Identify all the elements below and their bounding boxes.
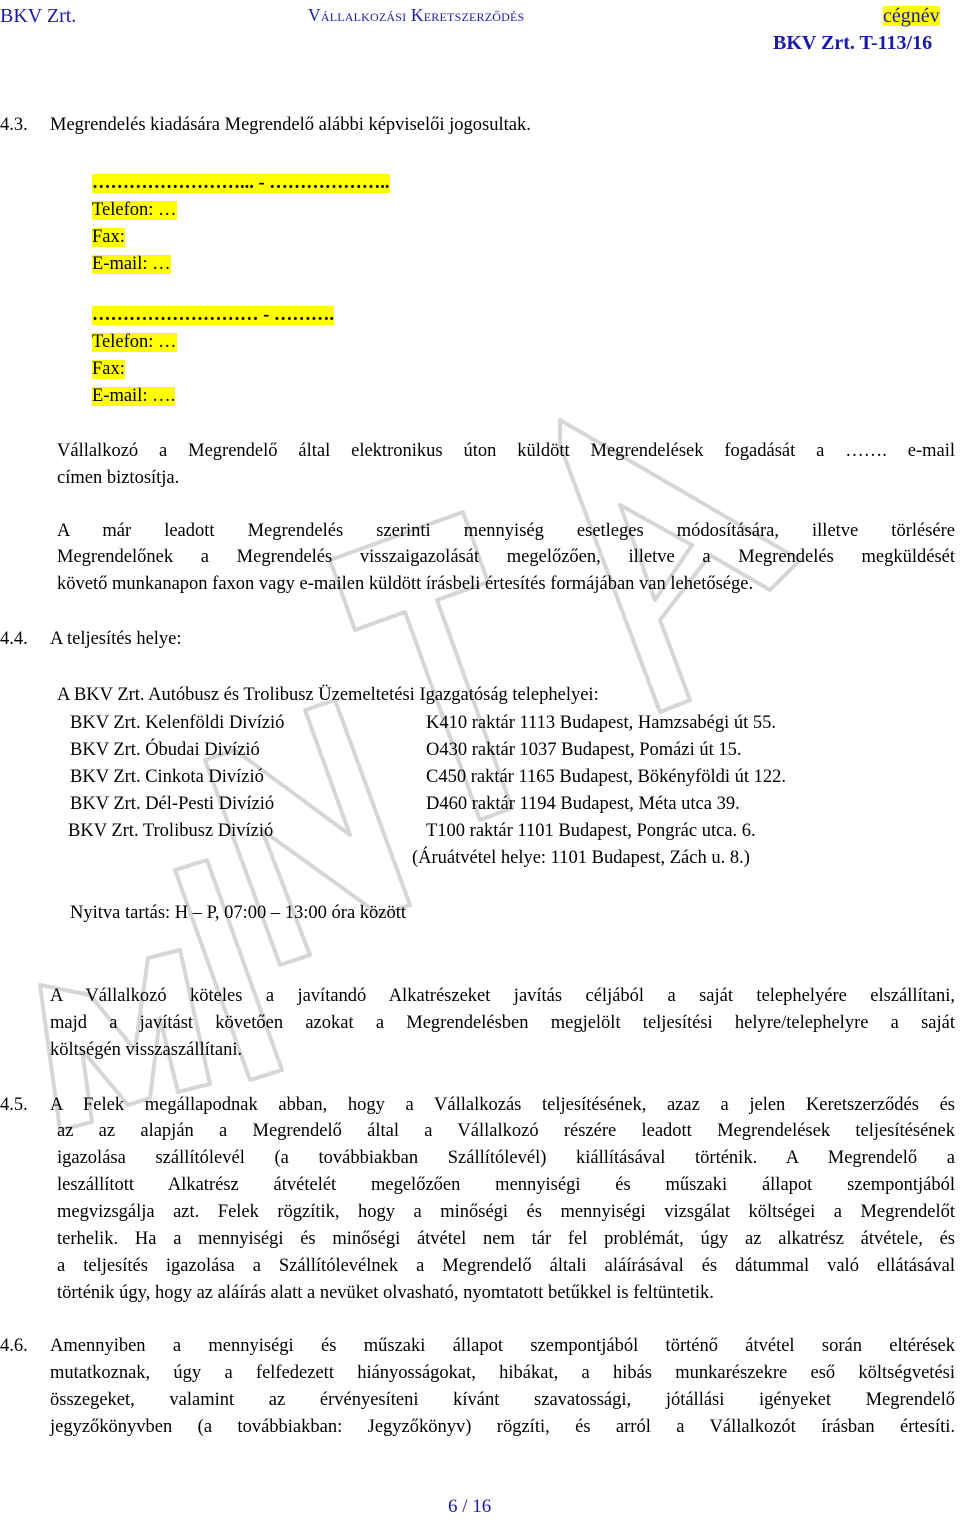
contact-2-fax: Fax: xyxy=(92,359,125,379)
opening-hours: Nyitva tartás: H – P, 07:00 – 13:00 óra között xyxy=(70,903,407,923)
header-company: BKV Zrt. xyxy=(0,5,77,27)
section-4-4-number: 4.4. xyxy=(0,629,28,649)
section-4-5-line: megvizsgálja azt. Felek rögzítik, hogy a minőségi és mennyiségi vizsgálat költségei a Megrendelőt xyxy=(57,1202,955,1222)
section-4-5-line: a teljesítés igazolása a Szállítólevélnek a Megrendelő általi aláírásával és dátummal való ellátásával xyxy=(57,1256,955,1276)
repair-paragraph-line: költségén visszaszállítani. xyxy=(50,1040,243,1060)
site-name: BKV Zrt. Dél-Pesti Divízió xyxy=(70,794,275,814)
contact-2-name: ……………………… - ………. xyxy=(92,305,335,325)
section-4-5-line: igazolása szállítólevél (a továbbiakban Szállítólevél) kiállításával történik. A Megrendelő a xyxy=(57,1148,955,1168)
section-4-6-line: összegeket, valamint az érvényesíteni kívánt szavatossági, jótállási igényeket Megrendelő xyxy=(50,1390,955,1410)
site-name: BKV Zrt. Cinkota Divízió xyxy=(70,767,264,787)
contact-1-name: ……………………... - ……………….. xyxy=(92,173,390,193)
section-4-6-number: 4.6. xyxy=(0,1336,28,1356)
contact-1-email: E-mail: … xyxy=(92,254,171,274)
email-paragraph-line: Vállalkozó a Megrendelő által elektronikus úton küldött Megrendelések fogadását a ……. e-mail xyxy=(57,441,955,461)
header-title: Vállalkozási Keretszerződés xyxy=(308,5,525,25)
site-address: O430 raktár 1037 Budapest, Pomázi út 15. xyxy=(426,740,742,760)
section-4-6-line: mutatkoznak, úgy a felfedezett hiányosságokat, hibákat, a hibás munkarészekre eső költségvetési xyxy=(50,1363,955,1383)
header-company-name-placeholder: cégnév xyxy=(883,5,940,27)
header-contract-number: BKV Zrt. T-113/16 xyxy=(773,32,933,54)
repair-paragraph-line: majd a javítást követően azokat a Megrendelésben megjelölt teljesítési helyre/telephelyre a saját xyxy=(50,1013,955,1033)
section-4-5-line: A Felek megállapodnak abban, hogy a Vállalkozás teljesítésének, azaz a jelen Keretszerződés és xyxy=(50,1095,955,1115)
site-name: BKV Zrt. Kelenföldi Divízió xyxy=(70,713,285,733)
site-address: D460 raktár 1194 Budapest, Méta utca 39. xyxy=(426,794,740,814)
site-name: BKV Zrt. Trolibusz Divízió xyxy=(68,821,274,841)
repair-paragraph-line: A Vállalkozó köteles a javítandó Alkatrészeket javítás céljából a saját telephelyére elszállítani, xyxy=(50,986,955,1006)
modification-paragraph-line: A már leadott Megrendelés szerinti mennyiség esetleges módosítására, illetve törlésére xyxy=(57,521,955,541)
section-4-5-number: 4.5. xyxy=(0,1095,28,1115)
contact-1-fax: Fax: xyxy=(92,227,125,247)
site-address: C450 raktár 1165 Budapest, Bökényföldi út 122. xyxy=(426,767,787,787)
contact-1-phone: Telefon: … xyxy=(92,200,177,220)
section-4-6-line: jegyzőkönyvben (a továbbiakban: Jegyzőkönyv) rögzíti, és arról a Vállalkozót írásban értesíti. xyxy=(50,1417,955,1437)
modification-paragraph-line: Megrendelőnek a Megrendelés visszaigazolását megelőzően, illetve a Megrendelés megküldését xyxy=(57,547,955,567)
section-4-3-number: 4.3. xyxy=(0,115,28,135)
handover-location: (Áruátvétel helye: 1101 Budapest, Zách u. 8.) xyxy=(412,848,750,868)
section-4-6-line: Amennyiben a mennyiségi és műszaki állapot szempontjából történő átvétel során eltérések xyxy=(50,1336,955,1356)
contact-2-email: E-mail: …. xyxy=(92,386,176,406)
section-4-5-line: leszállított Alkatrész átvételét megelőzően mennyiségi és műszaki állapot szempontjából xyxy=(57,1175,955,1195)
email-paragraph-line: címen biztosítja. xyxy=(57,468,180,488)
site-name: BKV Zrt. Óbudai Divízió xyxy=(70,740,260,760)
section-4-5-line: terhelik. Ha a mennyiségi és minőségi átvétel nem tár fel problémát, úgy az alkatrész átvétele, és xyxy=(57,1229,955,1249)
contact-2-phone: Telefon: … xyxy=(92,332,177,352)
section-4-5-line: az az alapján a Megrendelő által a Vállalkozó részére leadott Megrendelések teljesítésének xyxy=(57,1121,955,1141)
site-address: T100 raktár 1101 Budapest, Pongrác utca. 6. xyxy=(426,821,756,841)
page-number: 6 / 16 xyxy=(448,1496,492,1517)
sites-intro: A BKV Zrt. Autóbusz és Trolibusz Üzemeltetési Igazgatóság telephelyei: xyxy=(57,685,599,705)
modification-paragraph-line: követő munkanapon faxon vagy e-mailen küldött írásbeli értesítés formájában van lehetősége. xyxy=(57,574,754,594)
section-4-5-line: történik úgy, hogy az aláírás alatt a nevüket olvasható, nyomtatott betűkkel is feltüntetik. xyxy=(57,1283,714,1303)
site-address: K410 raktár 1113 Budapest, Hamzsabégi út 55. xyxy=(426,713,777,733)
section-4-3-title: Megrendelés kiadására Megrendelő alábbi képviselői jogosultak. xyxy=(50,115,531,135)
section-4-4-title: A teljesítés helye: xyxy=(50,629,182,649)
